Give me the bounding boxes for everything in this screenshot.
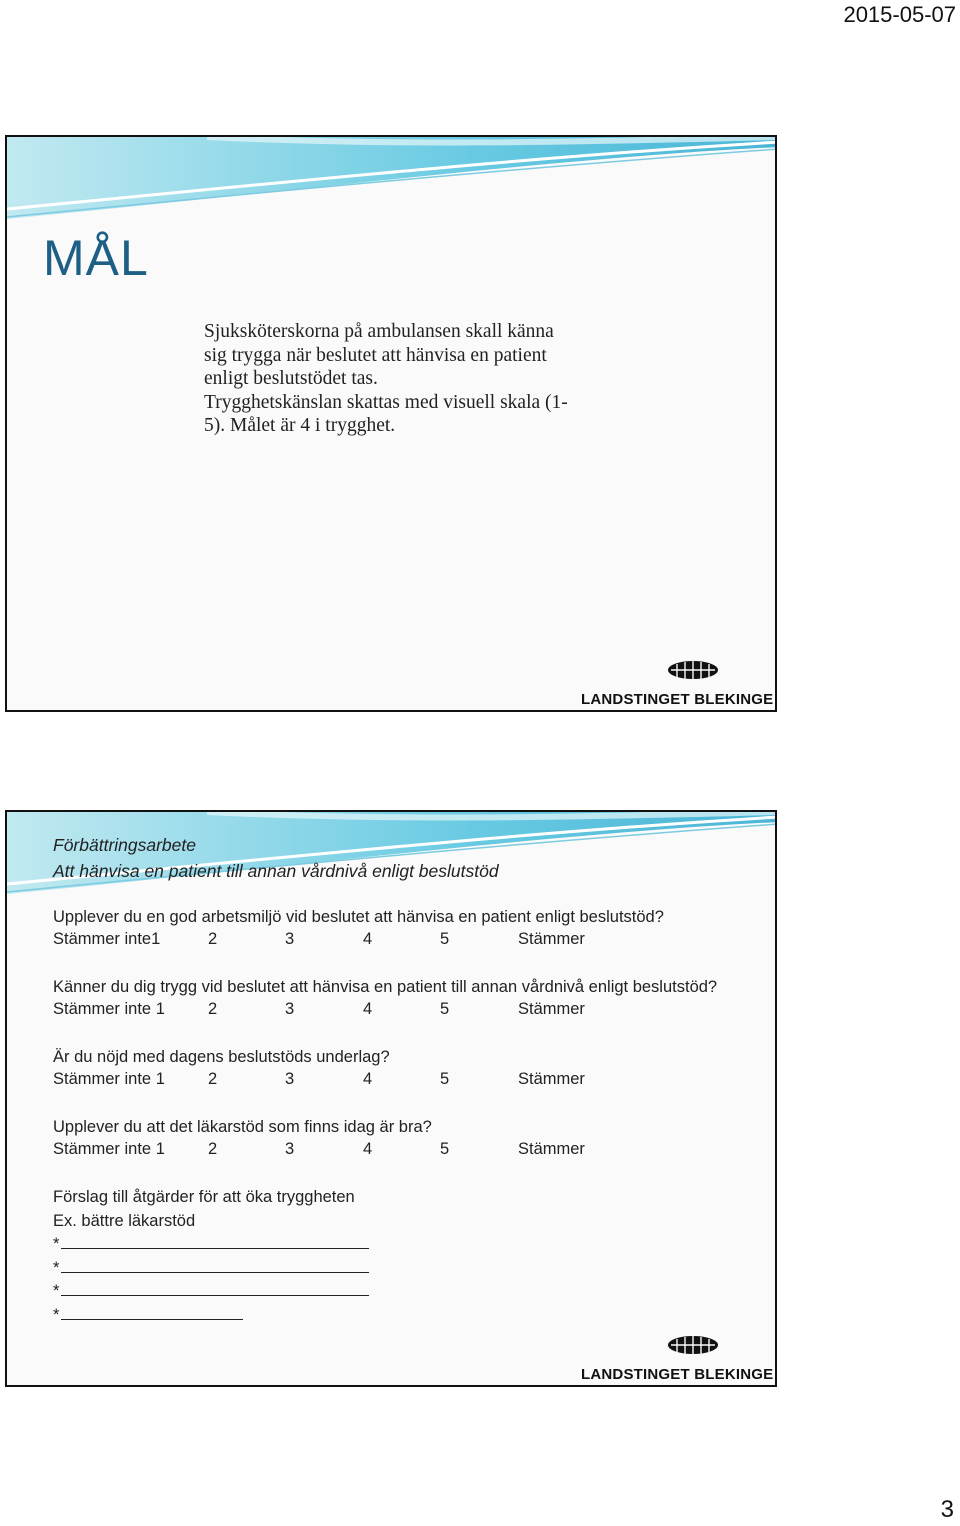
ship-emblem-icon xyxy=(667,1335,719,1359)
scale-value: 2 xyxy=(208,929,218,948)
scale-value: 3 xyxy=(285,999,295,1018)
proposal-line xyxy=(53,1233,717,1257)
scale-label-low: Stämmer inte 1 xyxy=(53,1069,165,1088)
scale-value: 5 xyxy=(440,929,450,948)
scale-label-low: Stämmer inte 1 xyxy=(53,1139,165,1158)
question-text: Känner du dig trygg vid beslutet att hänvisa en patient till annan vårdnivå enligt beslutstöd? xyxy=(53,978,718,996)
logo-text: LANDSTINGET BLEKINGE xyxy=(581,1366,774,1383)
fill-in-blank xyxy=(61,1258,369,1273)
landstinget-logo xyxy=(581,660,774,708)
heading-line: Att hänvisa en patient till annan vårdnivå enligt beslutstöd xyxy=(53,861,499,881)
scale-label-high: Stämmer xyxy=(518,1069,585,1088)
rating-scale xyxy=(53,930,717,954)
goal-line: Trygghetskänslan skattas med visuell skala (1- xyxy=(204,391,568,413)
proposal-line xyxy=(53,1304,717,1328)
scale-label-high: Stämmer xyxy=(518,929,585,948)
landstinget-logo xyxy=(581,1335,774,1383)
scale-value: 5 xyxy=(440,1139,450,1158)
scale-value: 2 xyxy=(208,1069,218,1088)
goal-text xyxy=(204,320,594,438)
slide-survey xyxy=(5,810,777,1387)
scale-label-high: Stämmer xyxy=(518,1139,585,1158)
proposals-example: Ex. bättre läkarstöd xyxy=(53,1211,196,1230)
fill-in-blank xyxy=(61,1305,243,1320)
bullet: * xyxy=(53,1282,60,1300)
slide-title: MÅL xyxy=(43,230,149,286)
proposal-line xyxy=(53,1280,717,1304)
scale-value: 4 xyxy=(363,999,373,1018)
header-swoosh xyxy=(7,137,777,227)
scale-value: 5 xyxy=(440,999,450,1018)
scale-value: 4 xyxy=(363,929,373,948)
goal-line: Sjuksköterskorna på ambulansen skall känna xyxy=(204,321,554,342)
scale-value: 2 xyxy=(208,1139,218,1158)
question-text: Upplever du en god arbetsmiljö vid beslutet att hänvisa en patient enligt beslutstöd? xyxy=(53,908,664,926)
goal-line: enligt beslutstödet tas. xyxy=(204,368,378,389)
document-date: 2015-05-07 xyxy=(843,2,956,27)
rating-scale xyxy=(53,1000,717,1024)
rating-scale xyxy=(53,1070,717,1094)
survey-body xyxy=(53,906,717,1327)
goal-line: sig trygga när beslutet att hänvisa en patient xyxy=(204,344,547,366)
proposals-title: Förslag till åtgärder för att öka tryggheten xyxy=(53,1188,355,1206)
fill-in-blank xyxy=(61,1281,369,1296)
fill-in-blank xyxy=(61,1234,369,1249)
scale-value: 3 xyxy=(285,929,295,948)
bullet: * xyxy=(53,1235,60,1253)
slide-goal xyxy=(5,135,777,712)
bullet: * xyxy=(53,1305,60,1324)
scale-label-low: Stämmer inte1 xyxy=(53,929,161,948)
scale-value: 4 xyxy=(363,1139,373,1158)
scale-label-high: Stämmer xyxy=(518,999,585,1018)
scale-value: 5 xyxy=(440,1069,450,1088)
scale-value: 2 xyxy=(208,999,218,1018)
scale-value: 4 xyxy=(363,1069,373,1088)
question-text: Är du nöjd med dagens beslutstöds underlag? xyxy=(53,1048,390,1066)
ship-emblem-icon xyxy=(667,660,719,684)
rating-scale xyxy=(53,1140,717,1164)
scale-label-low: Stämmer inte 1 xyxy=(53,999,165,1018)
bullet: * xyxy=(53,1258,60,1277)
logo-text: LANDSTINGET BLEKINGE xyxy=(581,691,774,708)
proposal-line xyxy=(53,1257,717,1281)
heading-line: Förbättringsarbete xyxy=(53,835,196,855)
survey-heading xyxy=(53,832,499,884)
page-number: 3 xyxy=(940,1496,954,1523)
question-text: Upplever du att det läkarstöd som finns idag är bra? xyxy=(53,1118,432,1136)
goal-line: 5). Målet är 4 i trygghet. xyxy=(204,415,396,436)
scale-value: 3 xyxy=(285,1139,295,1158)
scale-value: 3 xyxy=(285,1069,295,1088)
